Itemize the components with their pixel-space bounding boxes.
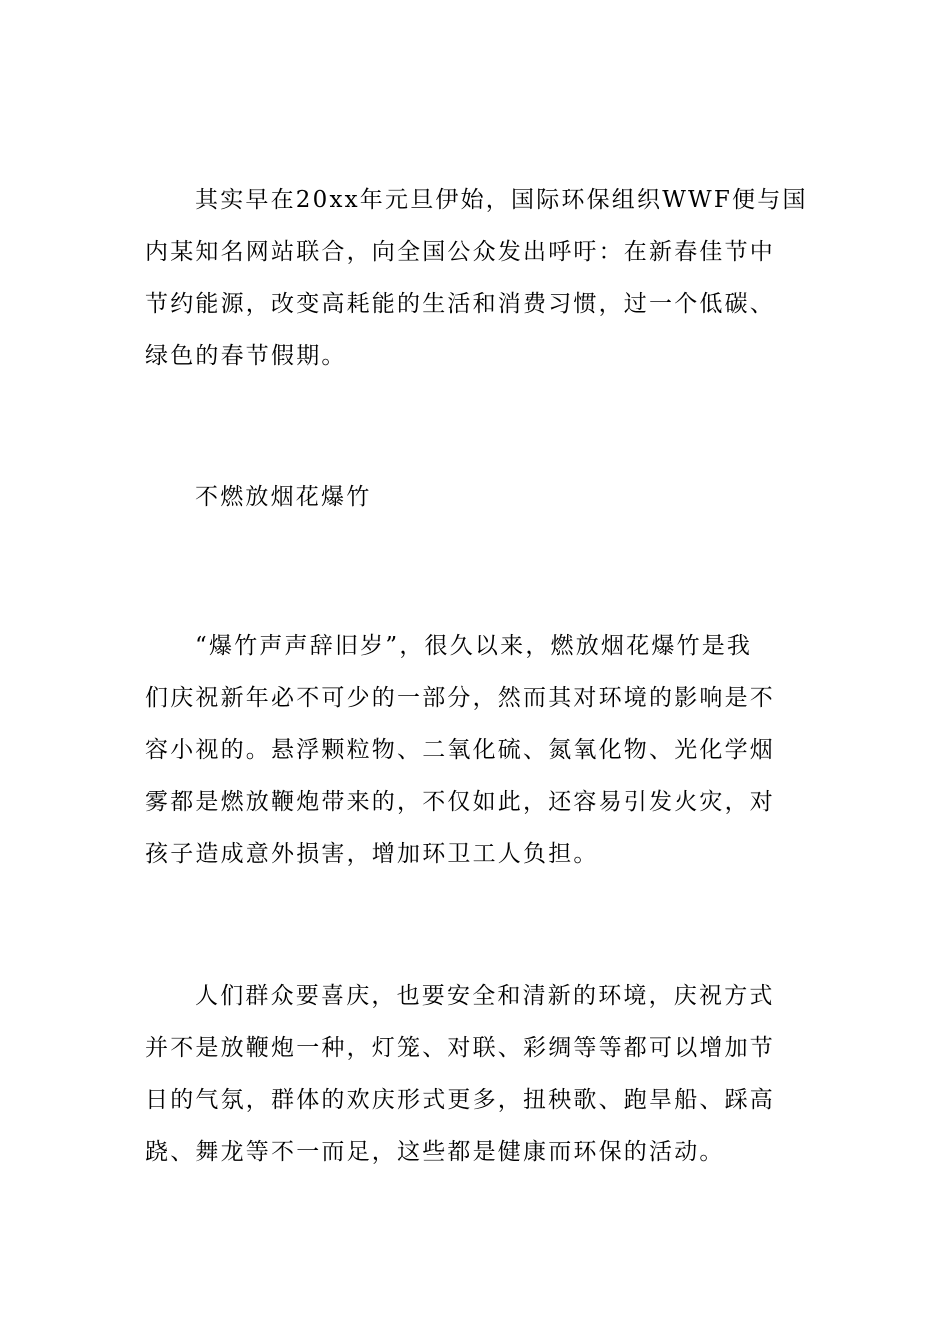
text-line: 其实早在20xx年元旦伊始，国际环保组织WWF便与国 (195, 187, 808, 213)
text-line: 们庆祝新年必不可少的一部分，然而其对环境的影响是不 (145, 685, 775, 711)
text-line: 雾都是燃放鞭炮带来的，不仅如此，还容易引发火灾，对 (145, 789, 775, 815)
text-line: 并不是放鞭炮一种，灯笼、对联、彩绸等等都可以增加节 (145, 1035, 775, 1061)
text-line: “爆竹声声辞旧岁”，很久以来，燃放烟花爆竹是我 (195, 633, 753, 659)
text-line: 孩子造成意外损害，增加环卫工人负担。 (145, 841, 599, 867)
paragraph-celebrations (145, 970, 810, 1178)
text-line: 节约能源，改变高耗能的生活和消费习惯，过一个低碳、 (145, 291, 775, 317)
text-line: 跷、舞龙等不一而足，这些都是健康而环保的活动。 (145, 1139, 725, 1165)
text-line: 内某知名网站联合，向全国公众发出呼吁：在新春佳节中 (145, 239, 775, 265)
section-heading (145, 471, 810, 523)
heading-text: 不燃放烟花爆竹 (195, 484, 372, 510)
text-line: 日的气氛，群体的欢庆形式更多，扭秧歌、跑旱船、踩高 (145, 1087, 775, 1113)
paragraph-wwf-appeal (145, 174, 810, 382)
text-line: 容小视的。悬浮颗粒物、二氧化硫、氮氧化物、光化学烟 (145, 737, 775, 763)
text-line: 人们群众要喜庆，也要安全和清新的环境，庆祝方式 (195, 983, 775, 1009)
text-line: 绿色的春节假期。 (145, 343, 347, 369)
paragraph-firecrackers (145, 620, 810, 880)
